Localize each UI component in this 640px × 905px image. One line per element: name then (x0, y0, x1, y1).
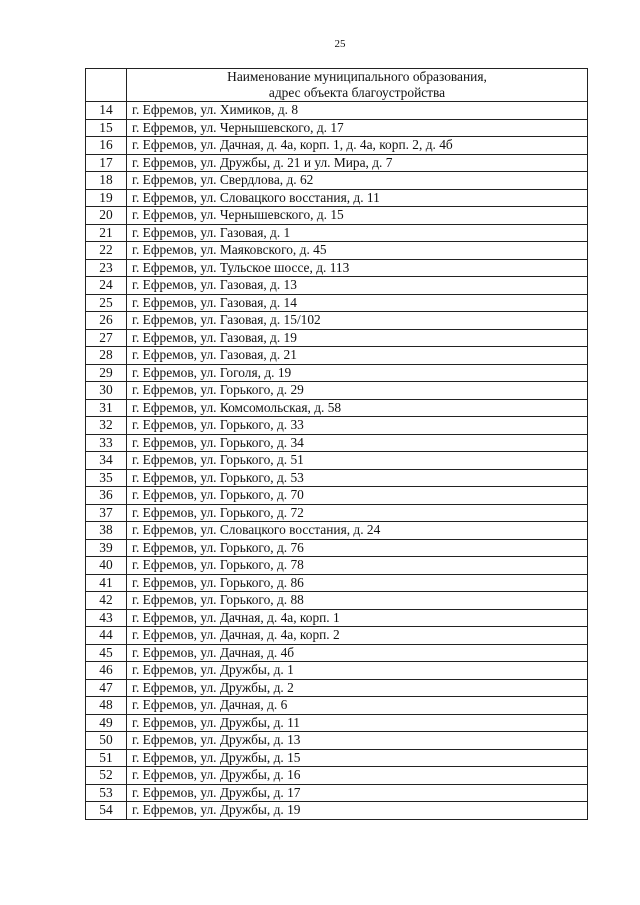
row-address: г. Ефремов, ул. Дружбы, д. 17 (127, 784, 588, 802)
row-number: 50 (86, 732, 127, 750)
table-row (86, 627, 588, 645)
row-address: г. Ефремов, ул. Химиков, д. 8 (127, 102, 588, 120)
table-row (86, 137, 588, 155)
row-address: г. Ефремов, ул. Дружбы, д. 2 (127, 679, 588, 697)
row-address: г. Ефремов, ул. Словацкого восстания, д. 11 (127, 189, 588, 207)
header-number-cell (86, 69, 127, 102)
row-number: 33 (86, 434, 127, 452)
table-row (86, 224, 588, 242)
table-row (86, 364, 588, 382)
row-number: 25 (86, 294, 127, 312)
header-line-1: Наименование муниципального образования, (227, 69, 487, 84)
row-address: г. Ефремов, ул. Горького, д. 86 (127, 574, 588, 592)
row-number: 21 (86, 224, 127, 242)
row-number: 51 (86, 749, 127, 767)
row-number: 40 (86, 557, 127, 575)
row-address: г. Ефремов, ул. Дачная, д. 6 (127, 697, 588, 715)
table-row (86, 382, 588, 400)
row-address: г. Ефремов, ул. Горького, д. 29 (127, 382, 588, 400)
row-address: г. Ефремов, ул. Горького, д. 76 (127, 539, 588, 557)
row-address: г. Ефремов, ул. Дачная, д. 4а, корп. 1, д. 4а, корп. 2, д. 4б (127, 137, 588, 155)
row-address: г. Ефремов, ул. Чернышевского, д. 15 (127, 207, 588, 225)
row-number: 15 (86, 119, 127, 137)
row-address: г. Ефремов, ул. Газовая, д. 21 (127, 347, 588, 365)
row-number: 42 (86, 592, 127, 610)
table-row (86, 662, 588, 680)
row-number: 20 (86, 207, 127, 225)
table-row (86, 399, 588, 417)
row-number: 39 (86, 539, 127, 557)
row-number: 27 (86, 329, 127, 347)
table-row (86, 329, 588, 347)
table-row (86, 784, 588, 802)
row-address: г. Ефремов, ул. Дружбы, д. 13 (127, 732, 588, 750)
row-number: 32 (86, 417, 127, 435)
row-address: г. Ефремов, ул. Чернышевского, д. 17 (127, 119, 588, 137)
row-number: 52 (86, 767, 127, 785)
row-number: 44 (86, 627, 127, 645)
row-number: 46 (86, 662, 127, 680)
row-address: г. Ефремов, ул. Газовая, д. 13 (127, 277, 588, 295)
row-number: 29 (86, 364, 127, 382)
table-row (86, 154, 588, 172)
row-number: 53 (86, 784, 127, 802)
address-table (85, 68, 588, 820)
row-address: г. Ефремов, ул. Гоголя, д. 19 (127, 364, 588, 382)
table-header-row (86, 69, 588, 102)
table-row (86, 504, 588, 522)
row-address: г. Ефремов, ул. Дружбы, д. 1 (127, 662, 588, 680)
row-address: г. Ефремов, ул. Дачная, д. 4б (127, 644, 588, 662)
row-number: 30 (86, 382, 127, 400)
row-number: 54 (86, 802, 127, 820)
row-number: 18 (86, 172, 127, 190)
row-number: 17 (86, 154, 127, 172)
row-number: 28 (86, 347, 127, 365)
row-number: 26 (86, 312, 127, 330)
page-number: 25 (334, 38, 346, 50)
row-number: 23 (86, 259, 127, 277)
row-address: г. Ефремов, ул. Горького, д. 78 (127, 557, 588, 575)
row-number: 31 (86, 399, 127, 417)
row-number: 36 (86, 487, 127, 505)
row-address: г. Ефремов, ул. Дружбы, д. 19 (127, 802, 588, 820)
table-row (86, 312, 588, 330)
row-number: 19 (86, 189, 127, 207)
row-number: 41 (86, 574, 127, 592)
row-number: 45 (86, 644, 127, 662)
table-row (86, 749, 588, 767)
table-row (86, 277, 588, 295)
table-row (86, 679, 588, 697)
table-row (86, 294, 588, 312)
row-number: 47 (86, 679, 127, 697)
row-address: г. Ефремов, ул. Горького, д. 34 (127, 434, 588, 452)
header-line-2: адрес объекта благоустройства (268, 85, 446, 100)
table-row (86, 732, 588, 750)
table-row (86, 102, 588, 120)
table-row (86, 522, 588, 540)
row-address: г. Ефремов, ул. Дружбы, д. 16 (127, 767, 588, 785)
row-number: 48 (86, 697, 127, 715)
table-row (86, 644, 588, 662)
table-row (86, 207, 588, 225)
table-row (86, 609, 588, 627)
row-address: г. Ефремов, ул. Горького, д. 51 (127, 452, 588, 470)
row-address: г. Ефремов, ул. Дачная, д. 4а, корп. 1 (127, 609, 588, 627)
row-address: г. Ефремов, ул. Горького, д. 53 (127, 469, 588, 487)
row-address: г. Ефремов, ул. Комсомольская, д. 58 (127, 399, 588, 417)
row-number: 38 (86, 522, 127, 540)
row-address: г. Ефремов, ул. Маяковского, д. 45 (127, 242, 588, 260)
row-number: 16 (86, 137, 127, 155)
row-address: г. Ефремов, ул. Дружбы, д. 21 и ул. Мира, д. 7 (127, 154, 588, 172)
table-row (86, 119, 588, 137)
row-number: 14 (86, 102, 127, 120)
table-row (86, 452, 588, 470)
row-number: 22 (86, 242, 127, 260)
row-address: г. Ефремов, ул. Газовая, д. 1 (127, 224, 588, 242)
row-address: г. Ефремов, ул. Горького, д. 72 (127, 504, 588, 522)
row-address: г. Ефремов, ул. Горького, д. 33 (127, 417, 588, 435)
row-address: г. Ефремов, ул. Горького, д. 70 (127, 487, 588, 505)
row-number: 43 (86, 609, 127, 627)
row-number: 37 (86, 504, 127, 522)
table-row (86, 469, 588, 487)
row-address: г. Ефремов, ул. Дачная, д. 4а, корп. 2 (127, 627, 588, 645)
table-row (86, 714, 588, 732)
row-address: г. Ефремов, ул. Газовая, д. 19 (127, 329, 588, 347)
table-row (86, 242, 588, 260)
table-row (86, 557, 588, 575)
table-row (86, 592, 588, 610)
row-address: г. Ефремов, ул. Горького, д. 88 (127, 592, 588, 610)
row-number: 24 (86, 277, 127, 295)
table-row (86, 172, 588, 190)
table-row (86, 417, 588, 435)
table-row (86, 259, 588, 277)
header-address-cell (127, 69, 588, 102)
row-address: г. Ефремов, ул. Свердлова, д. 62 (127, 172, 588, 190)
table-row (86, 697, 588, 715)
table-row (86, 347, 588, 365)
row-address: г. Ефремов, ул. Газовая, д. 15/102 (127, 312, 588, 330)
row-address: г. Ефремов, ул. Словацкого восстания, д. 24 (127, 522, 588, 540)
table-body (86, 102, 588, 820)
row-number: 34 (86, 452, 127, 470)
table-row (86, 767, 588, 785)
row-address: г. Ефремов, ул. Тульское шоссе, д. 113 (127, 259, 588, 277)
table-row (86, 189, 588, 207)
table-row (86, 574, 588, 592)
row-number: 35 (86, 469, 127, 487)
row-address: г. Ефремов, ул. Газовая, д. 14 (127, 294, 588, 312)
table-row (86, 434, 588, 452)
table-row (86, 539, 588, 557)
row-address: г. Ефремов, ул. Дружбы, д. 15 (127, 749, 588, 767)
row-number: 49 (86, 714, 127, 732)
table-row (86, 802, 588, 820)
row-address: г. Ефремов, ул. Дружбы, д. 11 (127, 714, 588, 732)
table-row (86, 487, 588, 505)
